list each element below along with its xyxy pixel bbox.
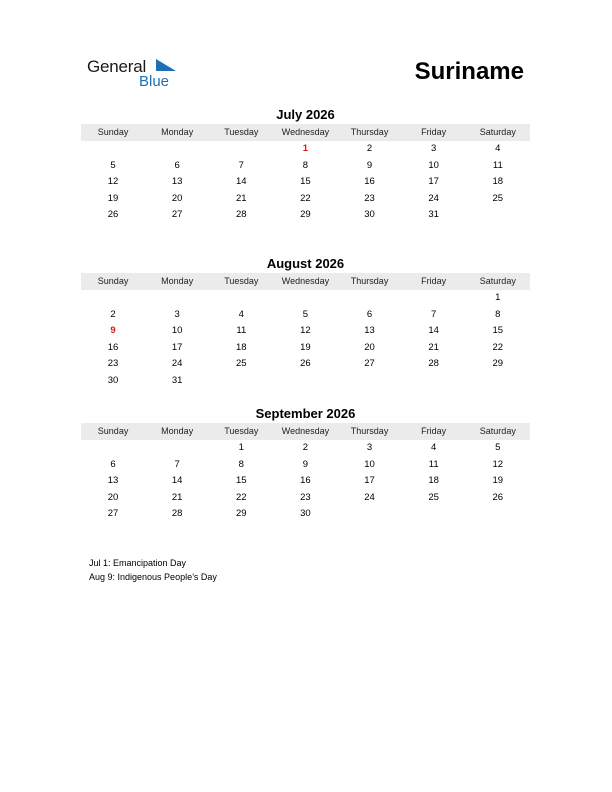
day-cell [402, 373, 466, 390]
month-july [81, 106, 530, 224]
day-cell [145, 440, 209, 457]
day-cell: 10 [364, 458, 375, 470]
day-cell: 30 [364, 209, 375, 221]
day-cell: 10 [171, 325, 183, 337]
day-cell: 13 [171, 176, 183, 188]
day-cell: 30 [107, 374, 119, 386]
holiday-note: Jul 1: Emancipation Day [89, 558, 187, 568]
day-cell: 8 [302, 159, 309, 171]
weekday-label: Tuesday [224, 276, 259, 286]
weekday-label: Saturday [479, 127, 516, 137]
weekday-header [81, 124, 530, 141]
day-cell [209, 141, 273, 158]
weekday-label: Wednesday [281, 426, 330, 436]
day-cell: 2 [302, 442, 309, 453]
day-cell: 27 [364, 358, 375, 370]
month-title: August 2026 [266, 256, 345, 271]
day-cell [466, 207, 530, 224]
day-cell: 4 [495, 143, 501, 154]
day-cell: 16 [364, 176, 375, 188]
day-cell [338, 290, 402, 307]
day-cell: 13 [107, 475, 119, 487]
day-cell: 13 [364, 325, 375, 337]
weekday-label: Tuesday [224, 127, 259, 137]
day-cell: 14 [236, 176, 247, 188]
day-cell: 17 [364, 475, 375, 487]
day-cell: 14 [171, 475, 183, 487]
day-cell: 12 [107, 176, 119, 188]
week-row [81, 340, 530, 357]
day-cell: 25 [492, 192, 504, 204]
day-cell [209, 290, 273, 307]
day-cell: 21 [171, 491, 183, 503]
weekday-label: Saturday [479, 276, 516, 286]
day-cell: 23 [364, 192, 375, 204]
day-cell: 17 [171, 341, 183, 353]
day-cell: 11 [428, 458, 439, 470]
day-cell: 24 [428, 192, 439, 204]
day-cell: 19 [107, 192, 119, 204]
week-row [81, 440, 530, 457]
weekday-label: Thursday [350, 276, 389, 286]
day-cell: 9 [366, 159, 373, 171]
day-cell: 26 [492, 491, 504, 503]
weekday-label: Sunday [97, 276, 129, 286]
day-cell: 20 [171, 192, 183, 204]
month-title: July 2026 [276, 107, 335, 122]
week-row [81, 506, 530, 523]
weekday-header [81, 273, 530, 290]
day-cell: 27 [171, 209, 183, 221]
day-cell: 28 [428, 358, 439, 370]
day-cell [402, 506, 466, 523]
month-title: September 2026 [255, 406, 356, 421]
day-cell: 19 [300, 341, 311, 353]
month-september [81, 405, 530, 523]
day-cell [81, 440, 145, 457]
weekday-header [81, 423, 530, 440]
day-cell: 28 [171, 508, 183, 520]
weekday-label: Friday [421, 276, 447, 286]
weekday-label: Tuesday [224, 426, 259, 436]
day-cell: 5 [495, 442, 501, 453]
weekday-label: Thursday [350, 127, 389, 137]
day-cell [145, 141, 209, 158]
day-cell: 7 [238, 159, 244, 171]
day-cell: 9 [302, 458, 309, 470]
day-cell [145, 290, 209, 307]
day-cell: 14 [428, 325, 439, 337]
day-cell: 22 [300, 192, 311, 204]
day-cell: 16 [300, 475, 311, 487]
weekday-label: Saturday [479, 426, 516, 436]
day-cell: 15 [300, 176, 311, 188]
logo [87, 56, 197, 92]
weekday-label: Wednesday [281, 276, 330, 286]
day-cell [81, 141, 145, 158]
day-cell: 3 [174, 308, 180, 320]
day-cell: 1 [302, 143, 309, 154]
day-cell: 3 [431, 143, 437, 154]
month-grid [81, 290, 530, 390]
day-cell: 22 [236, 491, 247, 503]
day-cell [81, 290, 145, 307]
day-cell: 17 [428, 176, 439, 188]
weekday-label: Monday [161, 276, 194, 286]
weekday-label: Monday [161, 426, 194, 436]
day-cell [338, 506, 402, 523]
logo-general-text: General [87, 57, 147, 76]
weekday-label: Friday [421, 127, 447, 137]
day-cell: 31 [171, 374, 183, 386]
logo-blue-text: Blue [139, 73, 170, 90]
day-cell: 6 [366, 308, 373, 320]
month-august [81, 255, 530, 390]
day-cell: 26 [300, 358, 311, 370]
day-cell: 16 [107, 341, 119, 353]
weekday-label: Sunday [97, 127, 129, 137]
day-cell: 18 [236, 341, 247, 353]
week-row [81, 323, 530, 340]
day-cell: 4 [431, 442, 437, 453]
day-cell: 21 [428, 341, 439, 353]
day-cell: 22 [492, 341, 504, 353]
weekday-label: Friday [421, 426, 447, 436]
day-cell: 8 [495, 308, 501, 320]
week-row [81, 457, 530, 474]
day-cell: 5 [110, 159, 116, 171]
day-cell: 18 [428, 475, 439, 487]
day-cell: 4 [238, 308, 244, 320]
day-cell: 25 [236, 358, 247, 370]
logo-triangle-icon [156, 59, 176, 71]
day-cell: 3 [366, 442, 373, 453]
day-cell [338, 373, 402, 390]
holiday-notes [89, 556, 217, 584]
week-row [81, 158, 530, 175]
day-cell: 7 [431, 308, 437, 320]
day-cell: 23 [300, 491, 311, 503]
day-cell: 26 [107, 209, 119, 221]
day-cell: 9 [110, 325, 116, 337]
day-cell: 23 [107, 358, 119, 370]
day-cell: 31 [428, 209, 439, 221]
day-cell: 20 [364, 341, 375, 353]
day-cell: 11 [492, 159, 503, 171]
day-cell [402, 290, 466, 307]
holiday-note: Aug 9: Indigenous People’s Day [89, 572, 217, 582]
day-cell: 1 [238, 442, 244, 453]
day-cell: 19 [492, 475, 504, 487]
day-cell: 7 [174, 458, 180, 470]
day-cell: 30 [300, 508, 311, 520]
day-cell: 10 [428, 159, 439, 171]
week-row [81, 356, 530, 373]
day-cell: 20 [107, 491, 119, 503]
weekday-label: Wednesday [281, 127, 330, 137]
weekday-label: Sunday [97, 426, 129, 436]
day-cell: 24 [364, 491, 375, 503]
day-cell: 15 [492, 325, 504, 337]
day-cell [209, 373, 273, 390]
day-cell: 29 [492, 358, 504, 370]
day-cell: 5 [302, 308, 309, 320]
weekday-label: Thursday [350, 426, 389, 436]
week-row [81, 307, 530, 324]
day-cell: 2 [110, 308, 116, 320]
day-cell: 29 [300, 209, 311, 221]
week-row [81, 290, 530, 307]
day-cell [466, 373, 530, 390]
day-cell: 11 [236, 325, 247, 337]
day-cell [466, 506, 530, 523]
day-cell: 25 [428, 491, 439, 503]
day-cell [273, 373, 337, 390]
day-cell: 6 [174, 159, 180, 171]
weekday-label: Monday [161, 127, 194, 137]
day-cell: 12 [300, 325, 311, 337]
week-row [81, 207, 530, 224]
week-row [81, 174, 530, 191]
day-cell: 15 [236, 475, 247, 487]
day-cell: 29 [236, 508, 247, 520]
day-cell: 8 [238, 458, 244, 470]
month-grid [81, 440, 530, 523]
day-cell: 18 [492, 176, 504, 188]
week-row [81, 473, 530, 490]
week-row [81, 191, 530, 208]
day-cell [273, 290, 337, 307]
month-grid [81, 141, 530, 224]
day-cell: 28 [236, 209, 247, 221]
day-cell: 21 [236, 192, 247, 204]
day-cell: 6 [110, 458, 116, 470]
week-row [81, 373, 530, 390]
day-cell: 12 [492, 458, 504, 470]
day-cell: 1 [495, 292, 501, 303]
week-row [81, 141, 530, 158]
day-cell: 24 [171, 358, 183, 370]
day-cell: 27 [107, 508, 119, 520]
week-row [81, 490, 530, 507]
day-cell: 2 [366, 143, 373, 154]
country-title: Suriname [414, 58, 524, 85]
